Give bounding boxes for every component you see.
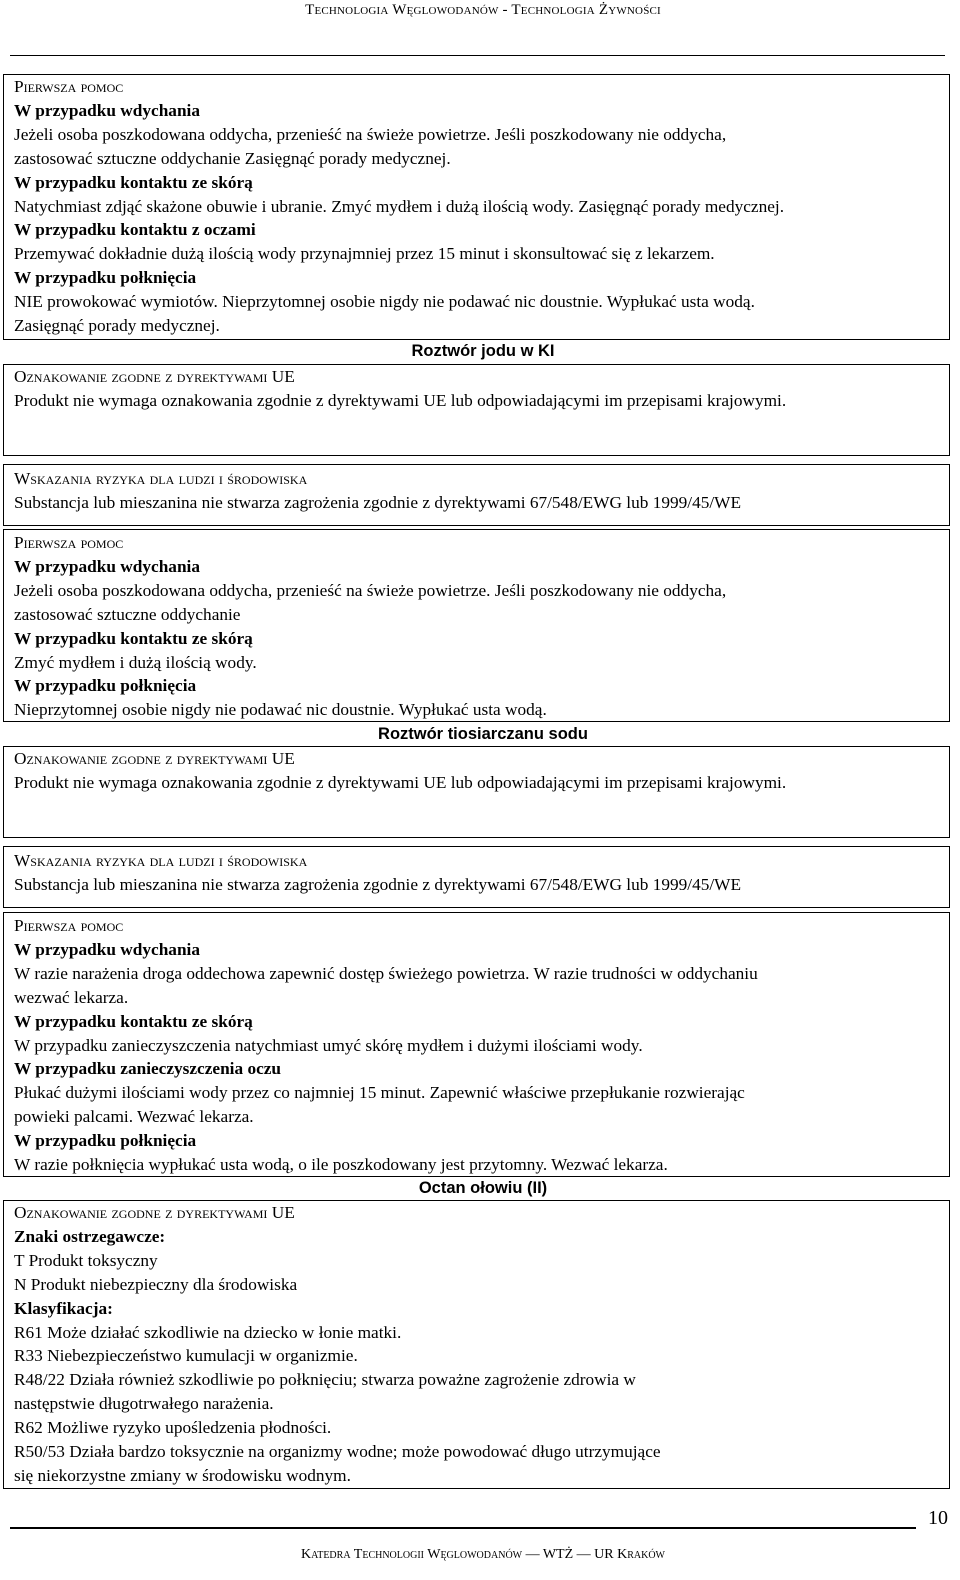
subheading: W przypadku połknięcia [14,268,197,288]
substance-title: Roztwór tiosiarczanu sodu [378,725,588,743]
text-line: R61 Może działać szkodliwie na dziecko w łonie matki. [14,1322,402,1342]
page-header [0,0,960,60]
text-line: R33 Niebezpieczeństwo kumulacji w organizmie. [14,1346,358,1366]
text-line: Przemywać dokładnie dużą ilością wody przynajmniej przez 15 minut i skonsultować się z lekarzem. [14,244,715,264]
text-line: wezwać lekarza. [14,987,129,1007]
footer-rule [10,1527,916,1529]
subheading: W przypadku wdychania [14,556,200,576]
text-line: W przypadku zanieczyszczenia natychmiast umyć skórę mydłem i dużymi ilościami wody. [14,1035,643,1055]
section-heading: Oznakowanie zgodne z dyrektywami UE [14,1203,295,1222]
text-line: Płukać dużymi ilościami wody przez co najmniej 15 minut. Zapewnić właściwe przepłukanie rozwierając [14,1083,745,1103]
text-line: Produkt nie wymaga oznakowania zgodnie z dyrektywami UE lub odpowiadającymi im przepisami krajowymi. [14,772,787,792]
text-line: Zasięgnąć porady medycznej. [14,316,220,336]
section-heading: Pierwsza pomoc [14,533,124,552]
subheading: W przypadku połknięcia [14,676,197,696]
text-line: Produkt nie wymaga oznakowania zgodnie z dyrektywami UE lub odpowiadającymi im przepisami krajowymi. [14,390,787,410]
text-line: Zmyć mydłem i dużą ilością wody. [14,652,257,672]
first-aid-box-1 [3,74,950,340]
labelling-box-1 [3,364,950,456]
footer-title: Katedra Technologii Węglowodanów — WTŻ — UR Kraków [300,1547,665,1562]
substance-title: Octan ołowiu (II) [418,1179,548,1197]
text-line: R50/53 Działa bardzo toksycznie na organizmy wodne; może powodować długo utrzymujące [14,1442,661,1462]
text-line: W razie narażenia droga oddechowa zapewnić dostęp świeżego powietrza. W razie trudności w oddychaniu [14,963,758,983]
subheading: W przypadku wdychania [14,939,200,959]
text-line: Jeżeli osoba poszkodowana oddycha, przenieść na świeże powietrze. Jeśli poszkodowany nie oddycha, [14,124,727,144]
first-aid-box-3 [3,912,950,1177]
subheading: W przypadku kontaktu ze skórą [14,172,253,192]
subheading: Znaki ostrzegawcze: [14,1226,166,1246]
text-line: Nieprzytomnej osobie nigdy nie podawać nic doustnie. Wypłukać usta wodą. [14,700,547,720]
text-line: powieki palcami. Wezwać lekarza. [14,1107,254,1127]
subheading: W przypadku kontaktu ze skórą [14,628,253,648]
text-line: R62 Możliwe ryzyko upośledzenia płodności. [14,1418,332,1438]
section-heading: Oznakowanie zgodne z dyrektywami UE [14,367,295,386]
header-title: Technologia Węglowodanów - Technologia Żywności [305,2,661,18]
text-line: R48/22 Działa również szkodliwie po połknięciu; stwarza poważne zagrożenie zdrowia w [14,1370,636,1390]
first-aid-box-2 [3,529,950,722]
subheading: W przypadku kontaktu ze skórą [14,1011,253,1031]
subheading: W przypadku wdychania [14,100,200,120]
risk-box-2 [3,846,950,908]
text-line: NIE prowokować wymiotów. Nieprzytomnej osobie nigdy nie podawać nic doustnie. Wypłukać usta wodą. [14,292,755,312]
text-line: zastosować sztuczne oddychanie [14,604,241,624]
text-line: T Produkt toksyczny [14,1250,158,1270]
subheading: W przypadku połknięcia [14,1131,197,1151]
substance-title: Roztwór jodu w KI [411,342,555,360]
header-rule [10,55,945,56]
risk-box-1 [3,464,950,526]
section-heading: Pierwsza pomoc [14,77,124,96]
text-line: Substancja lub mieszanina nie stwarza zagrożenia zgodnie z dyrektywami 67/548/EWG lub 1999/45/WE [14,492,742,512]
text-line: zastosować sztuczne oddychanie Zasięgnąć porady medycznej. [14,148,451,168]
labelling-box-2 [3,746,950,838]
text-line: się niekorzystne zmiany w środowisku wodnym. [14,1465,351,1485]
text-line: Natychmiast zdjąć skażone obuwie i ubranie. Zmyć mydłem i dużą ilością wody. Zasięgnąć porady medycznej. [14,196,785,216]
section-heading: Wskazania ryzyka dla ludzi i środowiska [14,851,308,870]
section-heading: Oznakowanie zgodne z dyrektywami UE [14,749,295,768]
text-line: Jeżeli osoba poszkodowana oddycha, przenieść na świeże powietrze. Jeśli poszkodowany nie oddycha, [14,580,727,600]
labelling-box-3 [3,1200,950,1489]
subheading: W przypadku zanieczyszczenia oczu [14,1059,282,1079]
page-number: 10 [928,1507,948,1529]
text-line: Substancja lub mieszanina nie stwarza zagrożenia zgodnie z dyrektywami 67/548/EWG lub 1999/45/WE [14,874,742,894]
text-line: W razie połknięcia wypłukać usta wodą, o ile poszkodowany jest przytomny. Wezwać lekarza. [14,1155,668,1175]
text-line: następstwie długotrwałego narażenia. [14,1394,274,1414]
section-heading: Pierwsza pomoc [14,916,124,935]
subheading: W przypadku kontaktu z oczami [14,220,256,240]
section-heading: Wskazania ryzyka dla ludzi i środowiska [14,469,308,488]
subheading: Klasyfikacja: [14,1298,113,1318]
text-line: N Produkt niebezpieczny dla środowiska [14,1274,298,1294]
